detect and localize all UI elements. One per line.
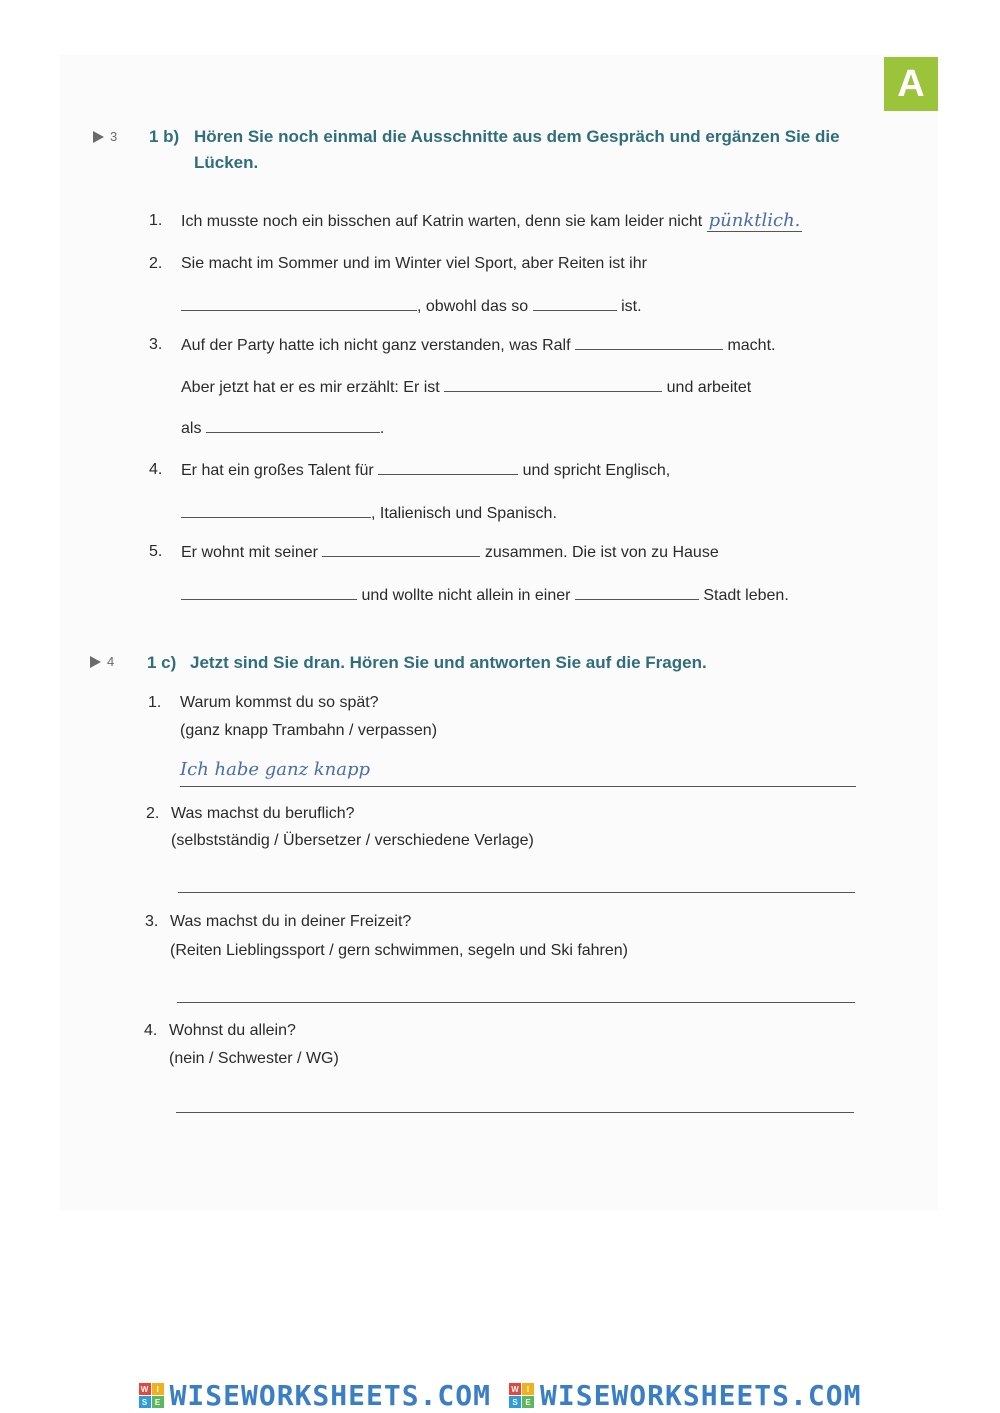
sentence-text: als — [181, 420, 202, 437]
audio-track-3[interactable] — [93, 129, 117, 144]
audio-track-4[interactable] — [90, 654, 114, 669]
logo-letter: E — [152, 1396, 164, 1408]
gap-sentence — [181, 459, 670, 482]
item-number: 5. — [149, 543, 163, 560]
answer-line[interactable] — [176, 1112, 854, 1113]
gap-field[interactable] — [575, 334, 723, 350]
brand-text: WISEWORKSHEETS.COM — [169, 1379, 491, 1412]
track-number: 3 — [110, 129, 118, 144]
gap-sentence — [181, 210, 802, 233]
item-number: 1. — [148, 694, 162, 711]
play-icon — [90, 656, 101, 668]
logo-letter: I — [522, 1383, 534, 1395]
item-number: 1. — [149, 212, 163, 229]
gap-sentence — [181, 295, 642, 318]
answer-field[interactable]: pünktlich. — [708, 210, 801, 231]
item-number: 3. — [149, 336, 163, 353]
gap-sentence — [181, 417, 384, 440]
answer-line[interactable] — [178, 892, 855, 893]
question-text: Was machst du in deiner Freizeit? — [170, 913, 412, 930]
question-text: Warum kommst du so spät? — [180, 694, 379, 711]
unit-badge: A — [884, 57, 938, 111]
answer-line[interactable] — [180, 786, 856, 787]
gap-field[interactable] — [444, 376, 662, 392]
sentence-text: Er wohnt mit seiner — [181, 544, 318, 561]
gap-field[interactable] — [181, 502, 371, 518]
gap-sentence — [181, 541, 719, 564]
item-number: 3. — [145, 913, 159, 930]
item-number: 2. — [146, 805, 160, 822]
logo-letter: S — [509, 1396, 521, 1408]
sentence-text: , obwohl das so — [417, 298, 529, 315]
sentence-text: Stadt leben. — [703, 587, 789, 604]
logo-letter: S — [139, 1396, 151, 1408]
hint-text: (selbstständig / Übersetzer / verschiedene Verlage) — [171, 832, 534, 849]
item-number: 4. — [144, 1022, 158, 1039]
gap-sentence — [181, 334, 775, 357]
logo-letter: W — [509, 1383, 521, 1395]
logo-icon — [509, 1383, 534, 1408]
question-text: Was machst du beruflich? — [171, 805, 355, 822]
sentence-text: Auf der Party hatte ich nicht ganz verstanden, was Ralf — [181, 337, 571, 354]
play-icon — [93, 131, 104, 143]
question-text: Wohnst du allein? — [169, 1022, 296, 1039]
gap-field[interactable] — [378, 459, 518, 475]
sentence-text: Aber jetzt hat er es mir erzählt: Er ist — [181, 379, 440, 396]
sentence-text: . — [379, 420, 385, 437]
answer-line[interactable] — [177, 1002, 855, 1003]
sentence-text: Sie macht im Sommer und im Winter viel Sport, aber Reiten ist ihr — [181, 255, 647, 272]
sentence-text: , Italienisch und Spanisch. — [371, 505, 557, 522]
hint-text: (ganz knapp Trambahn / verpassen) — [180, 722, 438, 739]
sentence-text: und wollte nicht allein in einer — [361, 587, 571, 604]
sentence-text: macht. — [727, 337, 776, 354]
exercise-title: Jetzt sind Sie dran. Hören Sie und antworten Sie auf die Fragen. — [190, 653, 707, 672]
gap-sentence — [181, 376, 751, 399]
gap-field[interactable] — [533, 295, 617, 311]
sentence-text: und spricht Englisch, — [522, 462, 671, 479]
item-number: 2. — [149, 255, 163, 272]
gap-field[interactable] — [322, 541, 480, 557]
gap-sentence — [181, 502, 557, 525]
brand-group — [139, 1379, 491, 1412]
sentence-text: Ich musste noch ein bisschen auf Katrin warten, denn sie kam leider nicht — [181, 213, 703, 230]
answer-text[interactable]: Ich habe ganz knapp — [180, 759, 371, 780]
sentence-text: ist. — [621, 298, 642, 315]
exercise-number: 1 c) — [147, 653, 177, 672]
gap-sentence — [181, 584, 789, 607]
sentence-text: und arbeitet — [666, 379, 752, 396]
footer-watermark — [0, 1378, 1000, 1413]
logo-letter: E — [522, 1396, 534, 1408]
gap-field[interactable] — [181, 584, 357, 600]
exercise-title: Hören Sie noch einmal die Ausschnitte aus dem Gespräch und ergänzen Sie die Lücken. — [194, 127, 840, 172]
hint-text: (nein / Schwester / WG) — [169, 1050, 339, 1067]
logo-icon — [139, 1383, 164, 1408]
gap-field[interactable] — [181, 295, 417, 311]
logo-letter: W — [139, 1383, 151, 1395]
exercise-number: 1 b) — [149, 127, 180, 146]
track-number: 4 — [107, 654, 115, 669]
logo-letter: I — [152, 1383, 164, 1395]
brand-text: WISEWORKSHEETS.COM — [540, 1379, 862, 1412]
brand-group — [509, 1379, 861, 1412]
sentence-text: Er hat ein großes Talent für — [181, 462, 374, 479]
hint-text: (Reiten Lieblingssport / gern schwimmen, segeln und Ski fahren) — [170, 942, 629, 959]
gap-field[interactable] — [206, 417, 380, 433]
item-number: 4. — [149, 461, 163, 478]
gap-field[interactable] — [575, 584, 699, 600]
sentence-text: zusammen. Die ist von zu Hause — [484, 544, 719, 561]
